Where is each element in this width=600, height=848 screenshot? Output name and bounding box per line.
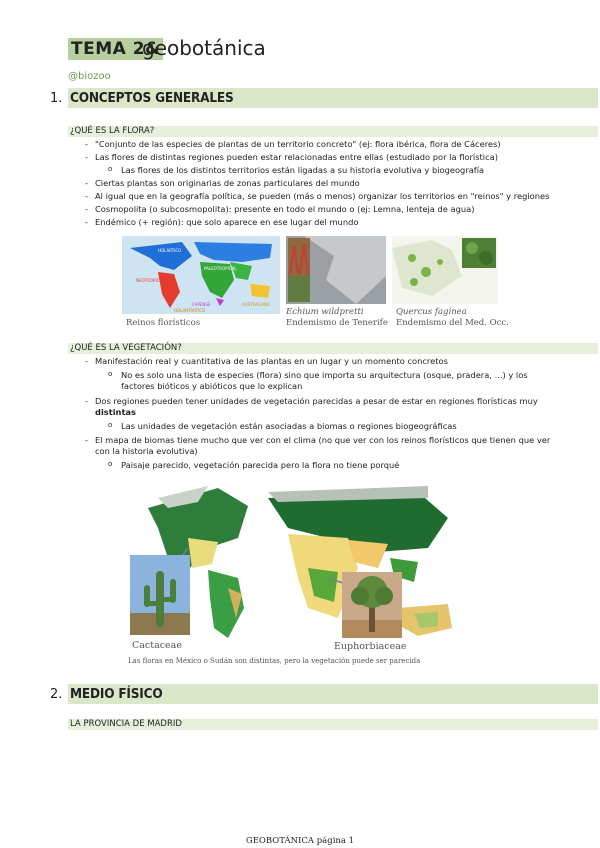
caption-echium: Echium wildpretti — [286, 307, 364, 317]
veg-item-5b: con la historia evolutiva) — [95, 446, 198, 456]
flora-item-7: Endémico (+ región): que solo aparece en ese lugar del mundo — [95, 217, 359, 227]
section-number-1: 1. — [50, 91, 63, 106]
caption-cactaceae: Cactaceae — [132, 640, 182, 651]
flora-item-6: Cosmopolita (o subcosmopolita): presente en todo el mundo o (ej: Lemna, lenteja de agua) — [95, 204, 475, 214]
veg-item-2: No es solo una lista de especies (flora) sino que importa su arquitectura (osque, pradera, ...) y los — [121, 370, 528, 380]
veg-item-6: Paisaje parecido, vegetación parecida pero la flora no tiene porqué — [121, 460, 400, 470]
caption-euphorbiaceae: Euphorbiaceae — [334, 641, 407, 652]
flora-item-1: "Conjunto de las especies de plantas de un territorio concreto" (ej: flora ibérica, flora de Cáceres) — [95, 139, 501, 149]
veg-item-3b: distintas — [95, 407, 136, 417]
section-title-2: MEDIO FÍSICO — [70, 686, 163, 702]
cactus-photo — [130, 555, 190, 635]
page-footer: GEOBOTÁNICA página 1 — [245, 836, 355, 846]
map-label-holantartico: HOLANTÁRTICO — [174, 308, 206, 313]
flora-item-5: Al igual que en la geografía política, se pueden (más o menos) organizar los territorios en "reinos" y regiones — [95, 191, 550, 201]
map-label-capense: CAPENSE — [192, 302, 211, 307]
quercus-photo — [392, 236, 498, 304]
veg-item-5: El mapa de biomas tiene mucho que ver con el clima (no que ver con los reinos florísticos que tienen que ver — [95, 435, 551, 445]
flora-item-2: Las flores de distintas regiones pueden estar relacionadas entre ellas (estudiado por la florística) — [95, 152, 498, 162]
veg-item-3: Dos regiones pueden tener unidades de vegetación parecidas a pesar de estar en regiones florísticas muy — [95, 396, 538, 406]
flora-item-3: Las flores de los distintos territorios están ligadas a su historia evolutiva y biogeografía — [121, 165, 485, 175]
topic-tag: TEMA 2& — [68, 38, 163, 60]
veg-item-4: Las unidades de vegetación están asociadas a biomas o regiones biogeográficas — [121, 421, 457, 431]
map-label-paleotropical: PALEOTROPICAL — [204, 266, 237, 271]
section-number-2: 2. — [50, 687, 63, 702]
subheading-vegetation: ¿QUÉ ES LA VEGETACIÓN? — [70, 343, 182, 353]
page-title: geobotánica — [142, 36, 266, 60]
caption-biome-comparison: Las floras en México o Sudán son distintas, pero la vegetación puede ser parecida — [128, 657, 421, 665]
caption-tenerife: Endemismo de Tenerife — [286, 318, 388, 328]
euphorbia-photo — [342, 572, 402, 638]
veg-item-2b: factores bióticos y abióticos que lo explican — [121, 381, 303, 391]
echium-photo — [286, 236, 386, 304]
subheading-flora: ¿QUÉ ES LA FLORA? — [70, 126, 155, 136]
caption-med-occ: Endemismo del Med. Occ. — [396, 318, 509, 328]
author-handle: @biozoo — [68, 71, 111, 82]
flora-item-4: Ciertas plantas son originarias de zonas particulares del mundo — [95, 178, 360, 188]
caption-quercus: Quercus fagínea — [396, 307, 467, 317]
caption-floristic-kingdoms: Reinos florísticos — [126, 318, 201, 328]
veg-item-1: Manifestación real y cuantitativa de las plantas en un lugar y un momento concretos — [95, 356, 448, 366]
floristic-kingdoms-map — [122, 236, 280, 314]
map-label-holartico: HOLÁRTICO — [158, 248, 182, 253]
map-label-australiano: AUSTRALIANO — [242, 302, 271, 307]
section-title-1: CONCEPTOS GENERALES — [70, 90, 234, 106]
subheading-madrid: LA PROVINCIA DE MADRID — [70, 719, 182, 729]
map-label-neotropical: NEOTROPICAL — [136, 278, 165, 283]
